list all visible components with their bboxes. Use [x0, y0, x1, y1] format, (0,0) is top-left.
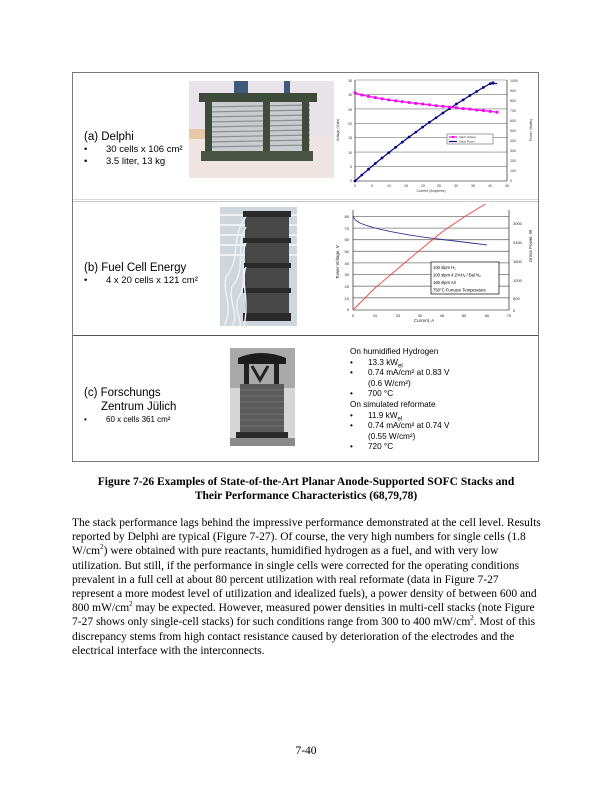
svg-text:20: 20 — [344, 284, 349, 289]
svg-text:25: 25 — [437, 184, 441, 188]
svg-text:Tower Voltage, V: Tower Voltage, V — [335, 245, 340, 279]
fce-label — [84, 261, 198, 287]
svg-text:20: 20 — [395, 313, 401, 318]
svg-text:40: 40 — [344, 261, 349, 266]
svg-text:0: 0 — [510, 179, 512, 183]
svg-text:35: 35 — [471, 184, 475, 188]
svg-text:Stack Voltage: Stack Voltage — [459, 135, 477, 139]
svg-text:200: 200 — [510, 159, 516, 163]
svg-text:2400: 2400 — [513, 240, 522, 245]
julich-stack-photo — [230, 348, 295, 446]
row-divider — [73, 199, 538, 200]
svg-text:60: 60 — [344, 237, 349, 242]
julich-label — [84, 386, 176, 425]
svg-text:0: 0 — [351, 313, 355, 318]
svg-text:750°C Furnace Temperature: 750°C Furnace Temperature — [433, 287, 486, 293]
svg-text:600: 600 — [510, 119, 516, 123]
julich-title-line1: (c) Forschungs — [84, 387, 161, 399]
delphi-title: (a) Delphi — [84, 131, 134, 143]
svg-text:1200: 1200 — [513, 278, 522, 283]
svg-text:Gross Power, W: Gross Power, W — [528, 229, 533, 263]
caption-line-1: Figure 7-26 Examples of State-of-the-Art Planar Anode-Supported SOFC Stacks and — [97, 476, 515, 488]
delphi-bullet-volume: • 3.5 liter, 13 kg — [84, 156, 183, 168]
fce-performance-chart — [329, 204, 539, 332]
svg-text:50: 50 — [344, 249, 349, 254]
julich-performance-specs — [350, 347, 449, 453]
body-paragraph: The stack performance lags behind the impressive performance demonstrated at the cell level. Results reported by Delphi are typical (Figure 7-27). Of course, the very high numbers for single cells (1.8 $W/cm^2$) were obtained with pure reactants, humidified hydrogen as a fuel, and with very low utilization. But still, if the performance in single cells were corrected for the operating conditions prevalent in a full cell at about 80 percent utilization with real reformate (data in Figure 7-27 represent a more modest level of utilization and idealized fuels), a power density of between 600 and 800 $mW/cm^2$ may be expected. However, measured power densities in multi-cell stacks (note Figure 7-27 shows only single-cell stacks) for such conditions range from 300 to 400 $mW/cm^2$. Most of this discrepancy stems from high contact resistance caused by deterioration of the electrodes and the electrical interface with the interconnects. — [72, 517, 541, 657]
svg-text:20: 20 — [421, 184, 425, 188]
delphi-performance-chart — [327, 75, 539, 193]
page-number: 7-40 — [295, 745, 317, 757]
svg-text:400: 400 — [510, 139, 516, 143]
svg-text:0: 0 — [354, 184, 356, 188]
delphi-label — [84, 130, 183, 168]
svg-text:20: 20 — [348, 122, 352, 126]
svg-text:10: 10 — [344, 296, 349, 301]
svg-text:30: 30 — [344, 272, 349, 277]
reformate-power: • 11.9 $kW_{el}$ — [350, 411, 449, 422]
svg-text:50: 50 — [461, 313, 467, 318]
svg-text:70: 70 — [344, 226, 349, 231]
svg-text:Current, A: Current, A — [413, 318, 435, 323]
reformate-current-density: • 0.74 mA/cm² at 0.74 V — [350, 421, 449, 432]
svg-text:30: 30 — [454, 184, 458, 188]
svg-text:700: 700 — [510, 109, 516, 113]
fce-annotation-1: 100 slpm H₂ — [433, 265, 456, 270]
h2-temperature: • 700 °C — [350, 389, 449, 400]
svg-text:45: 45 — [505, 184, 509, 188]
svg-text:Current (Amperes): Current (Amperes) — [416, 189, 446, 193]
h2-current-density: • 0.74 mA/cm² at 0.83 V — [350, 368, 449, 379]
h2-power-density: (0.6 W/cm²) — [368, 378, 411, 388]
reformate-power-density: (0.55 W/cm²) — [368, 431, 416, 441]
svg-text:10: 10 — [348, 151, 352, 155]
svg-text:100: 100 — [510, 169, 516, 173]
h2-power: • 13.3 $kW_{el}$ — [350, 358, 449, 369]
svg-text:300: 300 — [510, 149, 516, 153]
reformate-temperature: • 720 °C — [350, 442, 449, 453]
svg-text:30: 30 — [348, 93, 352, 97]
svg-text:25: 25 — [348, 108, 352, 112]
svg-text:500: 500 — [510, 129, 516, 133]
delphi-stack-photo — [189, 81, 334, 178]
svg-text:0: 0 — [350, 179, 352, 183]
figure-row-fuel-cell-energy — [73, 201, 538, 335]
svg-text:Stack Power: Stack Power — [459, 139, 475, 144]
svg-text:Power (Watts): Power (Watts) — [529, 118, 533, 142]
svg-text:0: 0 — [513, 308, 516, 313]
svg-text:30: 30 — [417, 313, 423, 318]
figure-caption — [72, 475, 540, 503]
caption-line-2: Their Performance Characteristics (68,79,78) — [194, 490, 418, 502]
figure-row-delphi — [73, 73, 538, 200]
svg-text:600: 600 — [513, 296, 520, 301]
fce-bullet-cells: • 4 x 20 cells x 121 cm² — [84, 275, 198, 287]
svg-text:1800: 1800 — [513, 259, 522, 264]
svg-text:60: 60 — [484, 313, 490, 318]
svg-text:5: 5 — [371, 184, 373, 188]
svg-text:35: 35 — [348, 79, 352, 83]
svg-text:10: 10 — [387, 184, 391, 188]
svg-text:10: 10 — [372, 313, 378, 318]
svg-text:0: 0 — [346, 307, 349, 312]
svg-text:Voltage (Volts): Voltage (Volts) — [336, 118, 340, 142]
svg-text:3000: 3000 — [513, 221, 522, 226]
svg-text:40: 40 — [439, 313, 445, 318]
svg-text:5: 5 — [350, 165, 352, 169]
julich-bullet-cells: • 60 x cells 361 cm² — [84, 414, 176, 425]
julich-title-line2: Zentrum Jülich — [101, 401, 177, 413]
svg-text:40: 40 — [488, 184, 492, 188]
fce-title: (b) Fuel Cell Energy — [84, 262, 187, 274]
svg-text:70: 70 — [506, 313, 512, 318]
svg-text:160 slpm Air: 160 slpm Air — [433, 280, 457, 285]
svg-text:15: 15 — [348, 136, 352, 140]
figure-row-julich — [73, 335, 538, 463]
svg-text:80: 80 — [344, 214, 349, 219]
delphi-bullet-cells: • 30 cells x 106 cm² — [84, 144, 183, 156]
svg-text:900: 900 — [510, 89, 516, 93]
figure-7-26-table — [72, 72, 539, 462]
svg-text:1000: 1000 — [510, 79, 518, 83]
svg-text:15: 15 — [404, 184, 408, 188]
svg-text:800: 800 — [510, 99, 516, 103]
reformate-header: On simulated reformate — [350, 399, 436, 409]
fce-stack-photo — [220, 207, 297, 326]
h2-header: On humidified Hydrogen — [350, 347, 439, 356]
svg-text:100 slpm 4.2%H₂ / Bal N₂: 100 slpm 4.2%H₂ / Bal N₂ — [433, 272, 481, 278]
